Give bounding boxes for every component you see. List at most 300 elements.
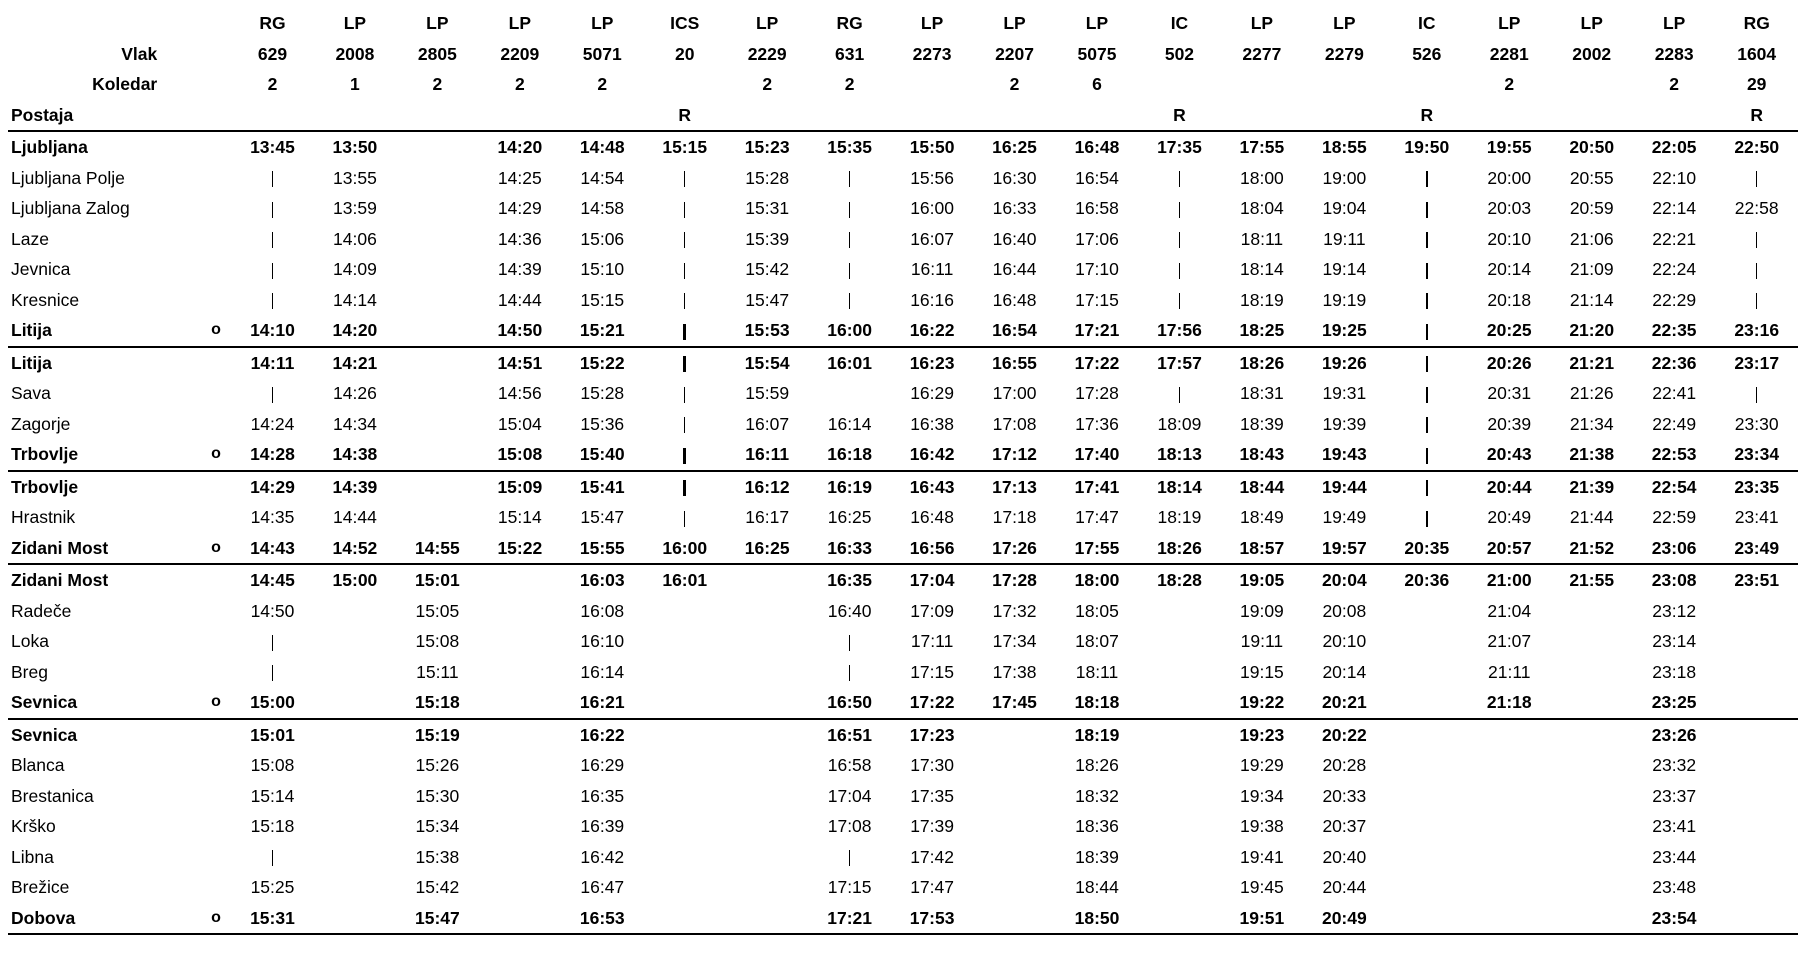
time-cell: 13:55: [333, 167, 377, 188]
time-cell: 16:42: [580, 846, 625, 867]
time-cell: 18:19: [1056, 719, 1138, 751]
time-cell: 18:19: [1157, 507, 1202, 528]
table-row: [8, 471, 1798, 503]
time-cell: [479, 811, 561, 842]
time-cell: 18:36: [1075, 816, 1119, 837]
time-cell: 14:54: [580, 167, 625, 188]
time-cell: 16:17: [745, 507, 790, 528]
time-cell: 15:47: [396, 903, 478, 935]
time-cell: [231, 163, 313, 194]
time-cell: 16:40: [827, 600, 872, 621]
header-row-number: [8, 39, 1798, 70]
time-cell: 14:55: [414, 537, 460, 558]
time-cell: 20:59: [1569, 198, 1614, 219]
time-cell: 15:53: [744, 320, 790, 341]
time-cell: [396, 285, 478, 316]
time-cell: 16:35: [580, 785, 625, 806]
train-type-cell: RG: [1743, 13, 1770, 34]
time-cell: [1138, 687, 1220, 719]
time-cell: 19:15: [1240, 661, 1284, 682]
time-cell: 16:18: [827, 444, 873, 465]
time-cell: [1550, 687, 1632, 719]
train-calendar-cell: [1138, 69, 1220, 100]
time-cell: 15:08: [497, 444, 543, 465]
time-cell: 18:31: [1240, 383, 1284, 404]
time-cell: 16:54: [992, 320, 1037, 341]
time-cell: [1468, 719, 1550, 751]
pass-through-mark: [1179, 263, 1181, 279]
time-cell: 16:43: [891, 471, 973, 503]
train-note-cell: [1303, 100, 1385, 132]
time-cell: 14:44: [333, 507, 377, 528]
time-cell: 17:55: [1074, 537, 1120, 558]
time-cell: 16:53: [561, 903, 643, 935]
arrival-mark: [205, 163, 231, 194]
time-cell: 15:38: [415, 846, 460, 867]
pass-through-mark: [1756, 293, 1758, 309]
station-name: Sevnica: [11, 692, 78, 713]
time-cell: [1138, 811, 1220, 842]
time-cell: 20:14: [1322, 661, 1367, 682]
train-calendar-cell: 2: [1504, 74, 1515, 95]
time-cell: 22:50: [1715, 131, 1798, 163]
time-cell: 18:26: [1157, 537, 1202, 558]
time-cell: 15:28: [745, 167, 790, 188]
arrival-mark: [205, 285, 231, 316]
time-cell: 16:22: [561, 719, 643, 751]
time-cell: [1386, 903, 1468, 935]
time-cell: [973, 811, 1055, 842]
time-cell: [1715, 842, 1798, 873]
time-cell: [1715, 657, 1798, 688]
time-cell: [1386, 750, 1468, 781]
pass-through-mark: [272, 202, 274, 218]
time-cell: 17:22: [909, 692, 955, 713]
time-cell: 21:06: [1569, 228, 1614, 249]
time-cell: [314, 811, 396, 842]
time-cell: 18:09: [1157, 413, 1202, 434]
table-row: [8, 439, 1798, 471]
station-name: Breg: [11, 661, 48, 682]
station-name: Zagorje: [11, 413, 71, 434]
time-cell: 23:17: [1715, 347, 1798, 379]
time-cell: 17:08: [827, 816, 872, 837]
time-cell: [1386, 872, 1468, 903]
train-note-cell: [726, 100, 808, 132]
time-cell: [808, 842, 890, 873]
time-cell: 16:01: [808, 347, 890, 379]
train-calendar-cell: [644, 69, 726, 100]
time-cell: 17:18: [992, 507, 1037, 528]
time-cell: 16:42: [909, 444, 955, 465]
time-cell: [396, 409, 478, 440]
time-cell: 23:06: [1651, 537, 1697, 558]
time-cell: 22:24: [1652, 259, 1697, 280]
time-cell: 16:07: [910, 228, 954, 249]
time-cell: [808, 378, 890, 409]
time-cell: 23:54: [1633, 903, 1715, 935]
time-cell: [1550, 626, 1632, 657]
time-cell: [1138, 193, 1220, 224]
time-cell: 21:38: [1569, 444, 1615, 465]
time-cell: 17:28: [973, 564, 1055, 596]
time-cell: [479, 596, 561, 627]
pass-through-mark: [272, 635, 274, 651]
pass-through-mark: [1426, 324, 1429, 340]
time-cell: 14:58: [580, 198, 625, 219]
timetable-grid: [8, 8, 1798, 935]
time-cell: [231, 626, 313, 657]
time-cell: 15:14: [497, 507, 542, 528]
time-cell: 13:50: [314, 131, 396, 163]
train-type-cell: LP: [508, 13, 531, 34]
time-cell: 22:49: [1652, 413, 1697, 434]
time-cell: 15:18: [414, 692, 460, 713]
time-cell: 19:51: [1221, 903, 1303, 935]
time-cell: 18:13: [1157, 444, 1202, 465]
pass-through-mark: [684, 202, 686, 218]
time-cell: 23:18: [1652, 661, 1697, 682]
station-name: Zidani Most: [8, 564, 205, 596]
time-cell: 15:08: [250, 755, 295, 776]
time-cell: 21:00: [1468, 564, 1550, 596]
time-cell: 19:25: [1321, 320, 1367, 341]
time-cell: 14:39: [497, 259, 542, 280]
time-cell: [1715, 750, 1798, 781]
arrival-mark: o: [211, 693, 221, 711]
time-cell: 18:11: [1240, 228, 1284, 249]
time-cell: 16:44: [992, 259, 1037, 280]
time-cell: [808, 224, 890, 255]
train-type-cell: LP: [1085, 13, 1109, 34]
train-type-cell: RG: [836, 13, 863, 34]
arrival-mark: [205, 872, 231, 903]
train-type-cell: LP: [755, 13, 779, 34]
time-cell: 20:18: [1487, 289, 1532, 310]
time-cell: 17:04: [827, 785, 872, 806]
time-cell: 19:34: [1240, 785, 1284, 806]
time-cell: [1386, 439, 1468, 471]
time-cell: 22:35: [1651, 320, 1697, 341]
pass-through-mark: [272, 171, 274, 187]
time-cell: 23:08: [1633, 564, 1715, 596]
time-cell: [479, 719, 561, 751]
time-cell: [314, 657, 396, 688]
pass-through-mark: [1426, 356, 1429, 372]
table-row: [8, 163, 1798, 194]
arrival-mark: [205, 657, 231, 688]
pass-through-mark: [849, 635, 851, 651]
pass-through-mark: [684, 417, 686, 433]
train-number-cell: 526: [1412, 43, 1442, 64]
train-note-cell: [561, 100, 643, 132]
time-cell: 16:19: [808, 471, 890, 503]
pass-through-mark: [272, 263, 274, 279]
time-cell: [644, 596, 726, 627]
header-label-note: Postaja: [11, 104, 74, 125]
arrival-mark: o: [205, 903, 231, 935]
time-cell: 21:07: [1487, 631, 1532, 652]
time-cell: [396, 224, 478, 255]
time-cell: [644, 254, 726, 285]
time-cell: 19:43: [1321, 444, 1367, 465]
time-cell: 14:56: [497, 383, 542, 404]
time-cell: [231, 378, 313, 409]
train-number-cell: 629: [257, 43, 288, 64]
train-note-cell: [1468, 100, 1550, 132]
pass-through-mark: [849, 850, 851, 866]
time-cell: 19:50: [1386, 131, 1468, 163]
time-cell: 14:21: [314, 347, 396, 379]
time-cell: 17:38: [992, 661, 1037, 682]
time-cell: 14:51: [479, 347, 561, 379]
time-cell: [231, 193, 313, 224]
time-cell: 19:11: [1323, 228, 1366, 249]
table-row: [8, 224, 1798, 255]
station-name: Ljubljana Polje: [11, 167, 125, 188]
time-cell: 16:29: [910, 383, 954, 404]
pass-through-mark: [1179, 387, 1181, 403]
time-cell: [973, 842, 1055, 873]
pass-through-mark: [1756, 263, 1758, 279]
time-cell: [1138, 719, 1220, 751]
time-cell: 15:22: [497, 537, 543, 558]
time-cell: 14:06: [333, 228, 377, 249]
time-cell: 16:50: [827, 692, 873, 713]
time-cell: 18:39: [1075, 846, 1119, 867]
time-cell: [1386, 409, 1468, 440]
time-cell: 21:34: [1569, 413, 1614, 434]
time-cell: 22:53: [1651, 444, 1697, 465]
train-type-cell: IC: [1418, 13, 1436, 34]
time-cell: 19:22: [1239, 692, 1285, 713]
train-note-cell: R: [1420, 104, 1434, 125]
header-row-note: [8, 100, 1798, 132]
time-cell: 15:10: [580, 259, 625, 280]
station-name: Hrastnik: [11, 507, 76, 528]
time-cell: [1468, 842, 1550, 873]
arrival-mark: [205, 596, 231, 627]
time-cell: 17:34: [992, 631, 1037, 652]
time-cell: 14:43: [250, 537, 295, 558]
header-label-calendar: Koledar: [92, 74, 158, 95]
time-cell: 20:55: [1569, 167, 1614, 188]
time-cell: [808, 193, 890, 224]
time-cell: 16:29: [580, 755, 625, 776]
time-cell: [1550, 719, 1632, 751]
time-cell: [644, 163, 726, 194]
time-cell: 17:39: [910, 816, 954, 837]
pass-through-mark: [1426, 448, 1429, 464]
time-cell: 20:14: [1487, 259, 1532, 280]
time-cell: 22:36: [1633, 347, 1715, 379]
train-type-cell: RG: [259, 13, 286, 34]
time-cell: 15:42: [415, 877, 460, 898]
train-calendar-cell: 2: [514, 74, 525, 95]
time-cell: 16:22: [909, 320, 955, 341]
time-cell: 14:36: [497, 228, 542, 249]
time-cell: [314, 596, 396, 627]
table-row: [8, 193, 1798, 224]
station-name: Radeče: [11, 600, 72, 621]
time-cell: 16:25: [744, 537, 790, 558]
time-cell: 20:25: [1486, 320, 1532, 341]
time-cell: [1386, 596, 1468, 627]
time-cell: [1550, 657, 1632, 688]
time-cell: 22:10: [1652, 167, 1697, 188]
time-cell: 19:19: [1322, 289, 1367, 310]
time-cell: 20:43: [1486, 444, 1532, 465]
time-cell: 18:00: [1056, 564, 1138, 596]
time-cell: [479, 750, 561, 781]
train-number-cell: 1604: [1737, 43, 1777, 64]
time-cell: 20:10: [1322, 631, 1367, 652]
time-cell: 22:21: [1652, 228, 1697, 249]
pass-through-mark: [1756, 171, 1758, 187]
time-cell: 18:43: [1239, 444, 1285, 465]
train-note-cell: [1056, 100, 1138, 132]
table-row: [8, 409, 1798, 440]
time-cell: 14:39: [314, 471, 396, 503]
time-cell: 18:28: [1138, 564, 1220, 596]
time-cell: [644, 224, 726, 255]
time-cell: 19:11: [1240, 631, 1284, 652]
time-cell: [314, 719, 396, 751]
time-cell: [1550, 781, 1632, 812]
train-note-cell: [396, 100, 478, 132]
train-type-cell: LP: [426, 13, 449, 34]
time-cell: [1386, 193, 1468, 224]
table-row: [8, 872, 1798, 903]
time-cell: 15:09: [479, 471, 561, 503]
time-cell: [644, 811, 726, 842]
time-cell: 20:50: [1550, 131, 1632, 163]
train-number-cell: 5071: [582, 43, 622, 64]
time-cell: 17:15: [827, 877, 872, 898]
time-cell: 22:29: [1652, 289, 1697, 310]
arrival-mark: [205, 409, 231, 440]
time-cell: [1468, 811, 1550, 842]
time-cell: [1550, 750, 1632, 781]
time-cell: [726, 750, 808, 781]
table-row: [8, 657, 1798, 688]
train-type-cell: LP: [591, 13, 614, 34]
pass-through-mark: [684, 293, 686, 309]
time-cell: [479, 657, 561, 688]
time-cell: [1715, 903, 1798, 935]
time-cell: 19:05: [1221, 564, 1303, 596]
train-note-cell: [479, 100, 561, 132]
train-type-cell: LP: [1333, 13, 1356, 34]
time-cell: 16:33: [827, 537, 873, 558]
time-cell: [726, 657, 808, 688]
train-calendar-cell: [891, 69, 973, 100]
station-name: Litija: [11, 320, 52, 341]
time-cell: [1386, 719, 1468, 751]
time-cell: 14:50: [250, 600, 295, 621]
pass-through-mark: [1426, 293, 1428, 309]
station-name: Trbovlje: [11, 444, 79, 465]
time-cell: 15:05: [415, 600, 460, 621]
time-cell: [1386, 163, 1468, 194]
pass-through-mark: [1426, 232, 1428, 248]
time-cell: 18:04: [1240, 198, 1284, 219]
train-calendar-cell: [1221, 69, 1303, 100]
pass-through-mark: [683, 448, 686, 464]
time-cell: 19:55: [1468, 131, 1550, 163]
time-cell: [1138, 285, 1220, 316]
time-cell: 17:45: [992, 692, 1037, 713]
time-cell: 23:48: [1652, 877, 1697, 898]
time-cell: 16:23: [891, 347, 973, 379]
time-cell: [1138, 224, 1220, 255]
time-cell: 21:21: [1550, 347, 1632, 379]
time-cell: [644, 842, 726, 873]
arrival-mark: [205, 378, 231, 409]
time-cell: [1138, 596, 1220, 627]
time-cell: 20:37: [1322, 816, 1367, 837]
time-cell: 17:28: [1075, 383, 1119, 404]
time-cell: 14:44: [497, 289, 542, 310]
time-cell: [1715, 781, 1798, 812]
train-type-cell: LP: [1003, 13, 1026, 34]
time-cell: 17:23: [891, 719, 973, 751]
time-cell: 17:06: [1075, 228, 1119, 249]
time-cell: 19:04: [1322, 198, 1367, 219]
time-cell: 16:16: [910, 289, 954, 310]
time-cell: 16:39: [580, 816, 625, 837]
time-cell: 18:32: [1075, 785, 1119, 806]
train-note-cell: [808, 100, 890, 132]
time-cell: 21:18: [1486, 692, 1532, 713]
time-cell: 21:09: [1569, 259, 1614, 280]
time-cell: 16:56: [909, 537, 955, 558]
time-cell: 23:35: [1715, 471, 1798, 503]
time-cell: [644, 781, 726, 812]
time-cell: 15:15: [644, 131, 726, 163]
time-cell: [726, 903, 808, 935]
table-row: [8, 596, 1798, 627]
pass-through-mark: [1179, 202, 1181, 218]
table-row: [8, 254, 1798, 285]
arrival-mark: [205, 564, 231, 596]
time-cell: [396, 163, 478, 194]
time-cell: 23:34: [1734, 444, 1780, 465]
time-cell: [726, 719, 808, 751]
train-number-cell: 2002: [1572, 43, 1612, 64]
time-cell: 14:10: [250, 320, 295, 341]
time-cell: 21:26: [1569, 383, 1614, 404]
table-row: [8, 315, 1798, 347]
time-cell: 19:41: [1240, 846, 1284, 867]
time-cell: [314, 842, 396, 873]
time-cell: 18:14: [1138, 471, 1220, 503]
pass-through-mark: [1756, 232, 1758, 248]
time-cell: 15:59: [745, 383, 790, 404]
time-cell: 15:47: [745, 289, 790, 310]
time-cell: 17:00: [992, 383, 1037, 404]
header-row-type: [8, 8, 1798, 39]
time-cell: [1715, 719, 1798, 751]
time-cell: 17:26: [992, 537, 1037, 558]
station-name: Sevnica: [8, 719, 205, 751]
train-number-cell: 2805: [417, 43, 457, 64]
time-cell: 20:21: [1321, 692, 1367, 713]
time-cell: 15:55: [579, 537, 625, 558]
time-cell: 20:35: [1404, 537, 1450, 558]
time-cell: [644, 409, 726, 440]
time-cell: 16:01: [644, 564, 726, 596]
